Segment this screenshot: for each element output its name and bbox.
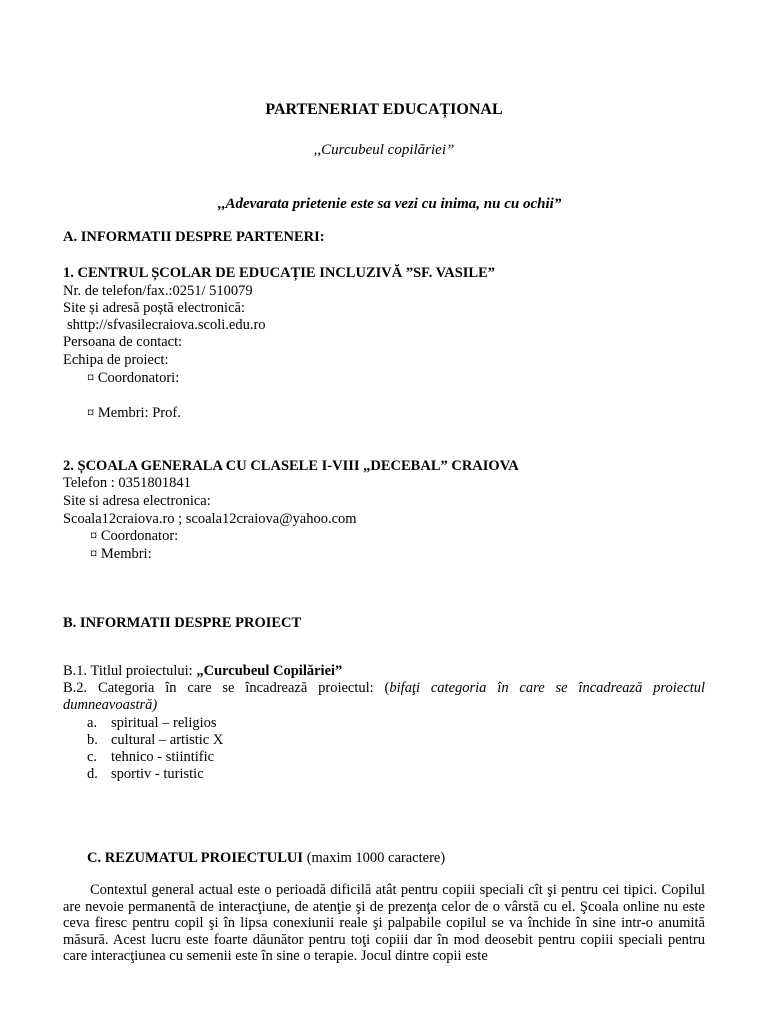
partner1-contact: Persoana de contact: [63, 334, 183, 350]
motto: ,,Adevarata prietenie este sa vezi cu inima, nu cu ochii” [218, 196, 562, 212]
category-text: cultural – artistic X [111, 732, 224, 748]
partner1-site-label: Site și adresă poștă electronică: [63, 300, 245, 316]
b2-paragraph [63, 680, 705, 713]
partner1-coordinators: ¤ Coordonatori: [87, 370, 180, 386]
section-a-heading: A. INFORMATII DESPRE PARTENERI: [63, 229, 325, 245]
category-num: b. [87, 732, 98, 748]
partner1-site: shttp://sfvasilecraiova.scoli.edu.ro [67, 317, 266, 333]
category-item [87, 714, 217, 732]
document-subtitle: ,,Curcubeul copilăriei” [313, 142, 455, 158]
section-c-heading: C. REZUMATUL PROIECTULUI [87, 850, 304, 866]
section-c-heading-note: (maxim 1000 caractere) [303, 850, 446, 866]
b1-value: „Curcubeul Copilăriei” [196, 663, 343, 679]
category-text: sportiv - turistic [111, 766, 204, 782]
partner1-name: 1. CENTRUL ȘCOLAR DE EDUCAȚIE INCLUZIVĂ ”SF. VASILE” [63, 265, 496, 281]
category-item [87, 748, 214, 766]
partner2-site: Scoala12craiova.ro ; scoala12craiova@yahoo.com [63, 511, 357, 527]
b2-label: B.2. Categoria în care se încadrează proiectul: ( [63, 680, 390, 696]
category-text: spiritual – religios [111, 715, 217, 731]
b1-label: B.1. Titlul proiectului: [63, 663, 197, 679]
partner2-site-label: Site si adresa electronica: [63, 493, 211, 509]
document-title: PARTENERIAT EDUCAȚIONAL [265, 101, 503, 118]
category-num: a. [87, 715, 98, 731]
category-num: c. [87, 749, 98, 765]
partner2-members: ¤ Membri: [90, 546, 152, 562]
partner2-name: 2. ȘCOALA GENERALA CU CLASELE I-VIII „DECEBAL” CRAIOVA [63, 458, 519, 474]
partner2-coordinator: ¤ Coordonator: [90, 528, 179, 544]
b2-note: bifaţi categoria în care se încadrează proiectul dumneavoastră) [63, 680, 705, 713]
partner1-members: ¤ Membri: Prof. [87, 405, 181, 421]
section-b-heading: B. INFORMATII DESPRE PROIECT [63, 615, 302, 631]
category-num: d. [87, 766, 98, 782]
section-c-heading-line [87, 849, 445, 867]
partner2-phone: Telefon : 0351801841 [63, 475, 191, 491]
category-item [87, 765, 204, 783]
partner1-phone: Nr. de telefon/fax.:0251/ 510079 [63, 283, 253, 299]
partner1-team: Echipa de proiect: [63, 352, 169, 368]
summary-paragraph: Contextul general actual este o perioadă dificilă atât pentru copiii speciali cît şi pentru cei tipici. Copilul are nevoie permanentă de interacţiune, de atenţie şi de prezenţa celor de o vârstă cu el. Şcoala online nu este ceva firesc pentru copil şi în lipsa conexiunii reale şi palpabile copilul se va închide în sine intr-o anumită măsură. Acest lucru este foarte dăunător pentru toţi copiii dar în mod deosebit pentru copiii speciali pentru care interacţiunea cu semenii este în sine o terapie. Jocul dintre copii este [63, 882, 705, 965]
category-text: tehnico - stiintific [111, 749, 215, 765]
b1-line [63, 662, 342, 680]
category-item [87, 731, 223, 749]
